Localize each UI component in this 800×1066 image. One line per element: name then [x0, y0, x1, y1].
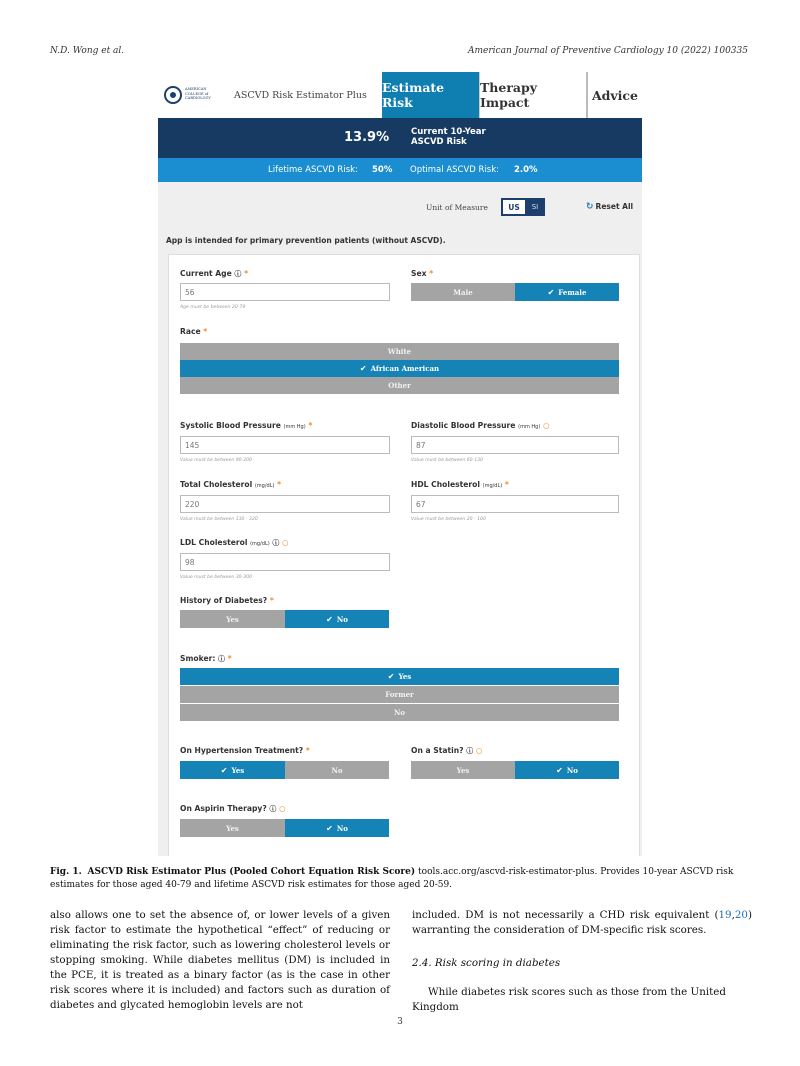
required-mark: * — [308, 421, 313, 430]
unit-of-measure-label: Unit of Measure — [426, 203, 488, 212]
current-risk-value: 13.9% — [344, 130, 390, 145]
info-icon[interactable]: ⓘ — [272, 539, 280, 547]
body-left-column: also allows one to set the absence of, or lower levels of a given risk factor to estimate the hypothetical “effect” of reducing or eliminating the risk factor, such as lowering cholesterol levels or stopping smoking. While diabetes mellitus (DM) is included in the PCE, it is treated as a binary factor (as is the case in other risk scores where it is included) and factors such as duration of diabetes and glycated hemoglobin levels are not — [50, 909, 390, 1011]
optional-mark: ○ — [282, 538, 289, 547]
tab-advice[interactable]: Advice — [586, 72, 642, 118]
section-heading: 2.4. Risk scoring in diabetes — [412, 957, 561, 969]
optional-mark: ○ — [542, 421, 550, 430]
figure-app-screenshot — [158, 72, 642, 856]
intended-note: App is intended for primary prevention patients (without ASCVD). — [166, 236, 446, 245]
acc-logo — [164, 86, 224, 104]
check-icon: ✔ — [326, 823, 333, 833]
statin-option-no[interactable]: ✔ No — [515, 761, 619, 779]
unit-us-option[interactable]: US — [503, 200, 525, 214]
smoker-option-former[interactable]: Former — [180, 686, 619, 703]
ldl-input[interactable]: 98 — [180, 553, 390, 571]
reset-all-button[interactable] — [586, 202, 633, 212]
page-number: 3 — [397, 1017, 403, 1027]
figure-caption — [50, 866, 750, 892]
unit-si-option[interactable]: SI — [531, 203, 539, 211]
aspirin-label: On Aspirin Therapy? ⓘ ○ — [180, 804, 286, 813]
tc-label: Total Cholesterol (mg/dL) * — [180, 480, 282, 489]
required-mark: * — [227, 654, 232, 663]
hdl-label: HDL Cholesterol (mg/dL) * — [411, 480, 509, 489]
app-title: ASCVD Risk Estimator Plus — [234, 90, 367, 101]
tc-hint: Value must be between 130 - 320 — [180, 517, 258, 522]
sbp-hint: Value must be between 90-200 — [180, 458, 252, 463]
dbp-label: Diastolic Blood Pressure (mm Hg) ○ — [411, 421, 550, 430]
risk-form — [168, 254, 640, 856]
dbp-hint: Value must be between 60-130 — [411, 458, 483, 463]
race-option-african-american[interactable]: ✔ African American — [180, 360, 619, 377]
optional-mark: ○ — [475, 746, 483, 755]
aspirin-option-no[interactable]: ✔ No — [285, 819, 389, 837]
caption-text: tools.acc.org/ascvd-risk-estimator-plus. Provides 10-year ASCVD risk estimates for those aged 40-79 and lifetime ASCVD risk estimates for those aged 20-59. — [50, 867, 734, 890]
running-head-right: American Journal of Preventive Cardiology 10 (2022) 100335 — [468, 46, 748, 56]
logo-text: AMERICAN COLLEGE of CARDIOLOGY — [185, 87, 211, 100]
dbp-input[interactable]: 87 — [411, 436, 619, 454]
race-option-white[interactable]: White — [180, 343, 619, 360]
app-header — [158, 72, 642, 118]
check-icon: ✔ — [556, 765, 563, 775]
required-mark: * — [429, 269, 434, 278]
lifetime-risk-value: 50% — [372, 165, 393, 175]
check-icon: ✔ — [547, 287, 555, 297]
smoker-label: Smoker: ⓘ * — [180, 654, 232, 663]
lifetime-risk-label: Lifetime ASCVD Risk: — [268, 165, 358, 175]
race-option-other[interactable]: Other — [180, 377, 619, 394]
statin-option-yes[interactable]: Yes — [411, 761, 515, 779]
required-mark: * — [504, 480, 509, 489]
hdl-hint: Value must be between 20 - 100 — [411, 517, 486, 522]
diabetes-option-yes[interactable]: Yes — [180, 610, 285, 628]
running-head-left: N.D. Wong et al. — [50, 46, 125, 56]
current-risk-bar — [158, 118, 642, 158]
citation-link[interactable]: 20 — [734, 909, 748, 921]
age-input[interactable]: 56 — [180, 283, 390, 301]
sex-label: Sex * — [411, 269, 434, 278]
info-icon[interactable]: ⓘ — [466, 747, 474, 755]
required-mark: * — [203, 327, 208, 336]
check-icon: ✔ — [359, 364, 367, 373]
check-icon: ✔ — [326, 614, 333, 624]
diabetes-label: History of Diabetes? * — [180, 596, 274, 605]
tab-estimate-risk[interactable]: Estimate Risk — [382, 72, 479, 118]
htn-option-yes[interactable]: ✔ Yes — [180, 761, 285, 779]
body-right-column-paragraph: While diabetes risk scores such as those from the United Kingdom — [412, 986, 726, 1013]
required-mark: * — [305, 746, 310, 755]
check-icon: ✔ — [387, 672, 395, 681]
current-risk-label: Current 10-Year ASCVD Risk — [411, 127, 486, 147]
optimal-risk-label: Optimal ASCVD Risk: — [410, 165, 500, 175]
diabetes-option-no[interactable]: ✔ No — [285, 610, 389, 628]
required-mark: * — [269, 596, 274, 605]
caption-label: Fig. 1. — [50, 867, 82, 877]
body-right-column: included. DM is not necessarily a CHD risk equivalent (19,20) warranting the consideration of DM-specific risk scores. — [412, 909, 752, 936]
tab-therapy-impact[interactable]: Therapy Impact — [479, 72, 585, 118]
age-label: Current Age ⓘ * — [180, 269, 249, 278]
race-label: Race * — [180, 327, 208, 336]
ldl-label: LDL Cholesterol (mg/dL) ⓘ ○ — [180, 538, 289, 547]
ldl-hint: Value must be between 30-300 — [180, 575, 252, 580]
optimal-risk-value: 2.0% — [514, 165, 538, 175]
sex-option-female[interactable]: ✔ Female — [515, 283, 619, 301]
htn-label: On Hypertension Treatment? * — [180, 746, 310, 755]
tc-input[interactable]: 220 — [180, 495, 390, 513]
age-hint: Age must be between 20-79 — [180, 305, 246, 310]
sbp-input[interactable]: 145 — [180, 436, 390, 454]
unit-toggle[interactable] — [501, 198, 545, 216]
smoker-option-no[interactable]: No — [180, 704, 619, 721]
htn-option-no[interactable]: No — [285, 761, 389, 779]
smoker-option-yes[interactable]: ✔ Yes — [180, 668, 619, 685]
citation-link[interactable]: 19 — [718, 909, 732, 921]
required-mark: * — [277, 480, 282, 489]
hdl-input[interactable]: 67 — [411, 495, 619, 513]
caption-title: ASCVD Risk Estimator Plus (Pooled Cohort Equation Risk Score) — [87, 867, 416, 877]
required-mark: * — [244, 269, 249, 278]
acc-seal-icon — [164, 86, 182, 104]
info-icon[interactable]: ⓘ — [269, 805, 277, 813]
sex-option-male[interactable]: Male — [411, 283, 515, 301]
info-icon[interactable]: ⓘ — [234, 270, 242, 278]
lifetime-risk-bar — [158, 158, 642, 182]
sbp-label: Systolic Blood Pressure (mm Hg) * — [180, 421, 313, 430]
optional-mark: ○ — [279, 804, 286, 813]
info-icon[interactable]: ⓘ — [218, 655, 226, 663]
reset-icon: ↻ — [586, 202, 594, 212]
aspirin-option-yes[interactable]: Yes — [180, 819, 285, 837]
reset-label: Reset All — [595, 202, 634, 211]
check-icon: ✔ — [220, 765, 228, 775]
statin-label: On a Statin? ⓘ ○ — [411, 746, 483, 755]
